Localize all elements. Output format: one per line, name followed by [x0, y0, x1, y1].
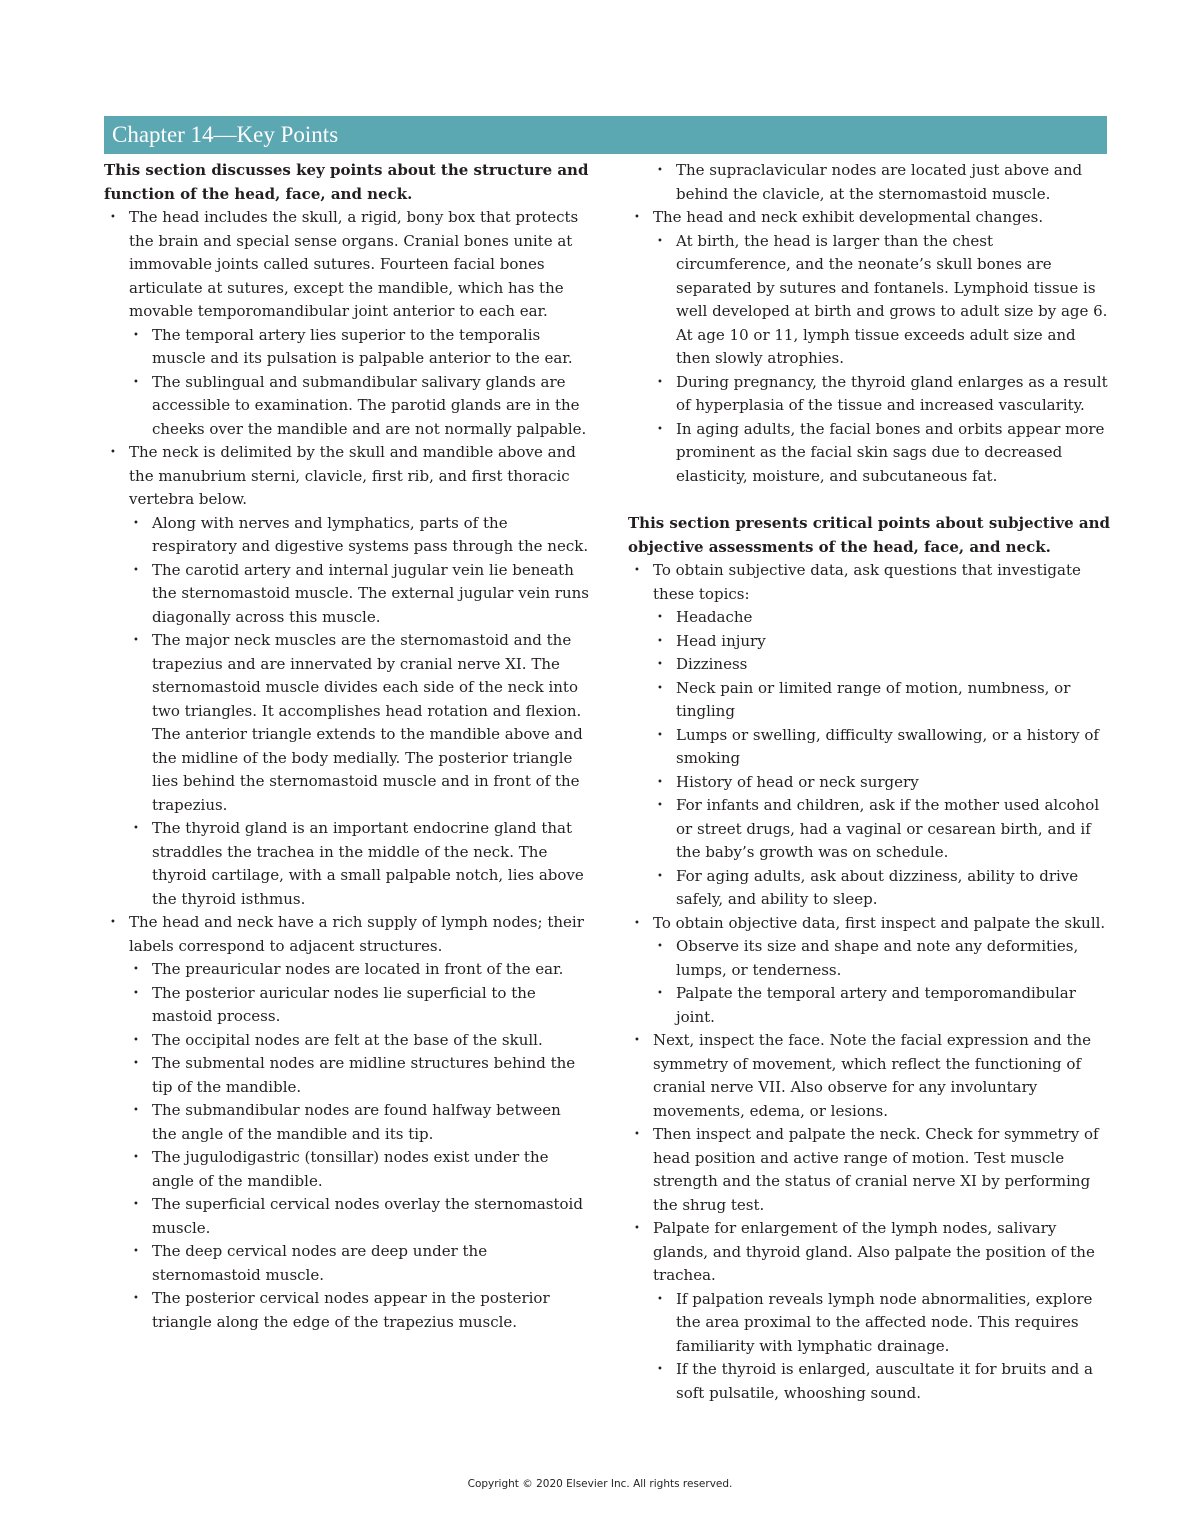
- bullet-item: • Next, inspect the face. Note the facial expression and the symmetry of movement, which reflect the functioning of cranial nerve VII. Also observe for any involuntary movements, edema, or lesions.: [628, 1029, 1110, 1123]
- left-column: [104, 159, 590, 1334]
- sub-bullet-item: • If the thyroid is enlarged, auscultate it for bruits and a soft pulsatile, whooshing sound.: [628, 1358, 1110, 1405]
- sub-bullet-item: • The submental nodes are midline structures behind the tip of the mandible.: [104, 1052, 590, 1099]
- sub-bullet-item: • Dizziness: [628, 653, 1110, 677]
- sub-bullet-item: • Head injury: [628, 630, 1110, 654]
- sub-bullet-item: • Lumps or swelling, difficulty swallowing, or a history of smoking: [628, 724, 1110, 771]
- sub-bullet-item: • History of head or neck surgery: [628, 771, 1110, 795]
- chapter-banner: [104, 116, 1107, 154]
- bullet-item: • The head and neck exhibit developmental changes.: [628, 206, 1110, 230]
- chapter-title: Chapter 14—Key Points: [112, 122, 339, 147]
- bullet-item: • Then inspect and palpate the neck. Check for symmetry of head position and active range of motion. Test muscle strength and the status of cranial nerve XI by performing the shrug test.: [628, 1123, 1110, 1217]
- sub-bullet-item: • Headache: [628, 606, 1110, 630]
- sub-bullet-item: • The deep cervical nodes are deep under the sternomastoid muscle.: [104, 1240, 590, 1287]
- sub-bullet-item: • During pregnancy, the thyroid gland enlarges as a result of hyperplasia of the tissue and increased vascularity.: [628, 371, 1110, 418]
- right-top-bullet-list: [628, 159, 1110, 488]
- bullet-item: • Palpate for enlargement of the lymph nodes, salivary glands, and thyroid gland. Also palpate the position of the trachea.: [628, 1217, 1110, 1288]
- sub-bullet-item: • Neck pain or limited range of motion, numbness, or tingling: [628, 677, 1110, 724]
- sub-bullet-item: • The supraclavicular nodes are located just above and behind the clavicle, at the sternomastoid muscle.: [628, 159, 1110, 206]
- sub-bullet-item: • For aging adults, ask about dizziness, ability to drive safely, and ability to sleep.: [628, 865, 1110, 912]
- copyright-footer: Copyright © 2020 Elsevier Inc. All rights reserved.: [467, 1478, 733, 1490]
- sub-bullet-item: • The sublingual and submandibular salivary glands are accessible to examination. The parotid glands are in the cheeks over the mandible and are not normally palpable.: [104, 371, 590, 442]
- sub-bullet-item: • In aging adults, the facial bones and orbits appear more prominent as the facial skin sags due to decreased elasticity, moisture, and subcutaneous fat.: [628, 418, 1110, 489]
- bullet-item: • The head includes the skull, a rigid, bony box that protects the brain and special sense organs. Cranial bones unite at immovable joints called sutures. Fourteen facial bones articulate at sutures, except the mandible, which has the movable temporomandibular joint anterior to each ear.: [104, 206, 590, 324]
- section-spacer: [628, 488, 1110, 512]
- sub-bullet-item: • The posterior cervical nodes appear in the posterior triangle along the edge of the trapezius muscle.: [104, 1287, 590, 1334]
- assessment-intro: This section presents critical points about subjective and objective assessments of the head, face, and neck.: [628, 514, 1110, 556]
- sub-bullet-item: • If palpation reveals lymph node abnormalities, explore the area proximal to the affected node. This requires familiarity with lymphatic drainage.: [628, 1288, 1110, 1359]
- sub-bullet-item: • The thyroid gland is an important endocrine gland that straddles the trachea in the middle of the neck. The thyroid cartilage, with a small palpable notch, lies above the thyroid isthmus.: [104, 817, 590, 911]
- sub-bullet-item: • The superficial cervical nodes overlay the sternomastoid muscle.: [104, 1193, 590, 1240]
- sub-bullet-item: • Observe its size and shape and note any deformities, lumps, or tenderness.: [628, 935, 1110, 982]
- sub-bullet-item: • For infants and children, ask if the mother used alcohol or street drugs, had a vaginal or cesarean birth, and if the baby’s growth was on schedule.: [628, 794, 1110, 865]
- sub-bullet-item: • The major neck muscles are the sternomastoid and the trapezius and are innervated by cranial nerve XI. The sternomastoid muscle divides each side of the neck into two triangles. It accomplishes head rotation and flexion. The anterior triangle extends to the mandible above and the midline of the body medially. The posterior triangle lies behind the sternomastoid muscle and in front of the trapezius.: [104, 629, 590, 817]
- sub-bullet-item: • The submandibular nodes are found halfway between the angle of the mandible and its tip.: [104, 1099, 590, 1146]
- sub-bullet-item: • Along with nerves and lymphatics, parts of the respiratory and digestive systems pass through the neck.: [104, 512, 590, 559]
- right-column: [628, 159, 1110, 1405]
- sub-bullet-item: • The jugulodigastric (tonsillar) nodes exist under the angle of the mandible.: [104, 1146, 590, 1193]
- sub-bullet-item: • The preauricular nodes are located in front of the ear.: [104, 958, 590, 982]
- section-intro: This section discusses key points about the structure and function of the head, face, and neck.: [104, 161, 589, 203]
- sub-bullet-item: • The temporal artery lies superior to the temporalis muscle and its pulsation is palpable anterior to the ear.: [104, 324, 590, 371]
- bullet-item: • The head and neck have a rich supply of lymph nodes; their labels correspond to adjacent structures.: [104, 911, 590, 958]
- right-bottom-bullet-list: [628, 559, 1110, 1405]
- left-bullet-list: [104, 206, 590, 1334]
- sub-bullet-item: • The carotid artery and internal jugular vein lie beneath the sternomastoid muscle. The external jugular vein runs diagonally across this muscle.: [104, 559, 590, 630]
- bullet-item: • To obtain subjective data, ask questions that investigate these topics:: [628, 559, 1110, 606]
- bullet-item: • To obtain objective data, first inspect and palpate the skull.: [628, 912, 1110, 936]
- sub-bullet-item: • The posterior auricular nodes lie superficial to the mastoid process.: [104, 982, 590, 1029]
- sub-bullet-item: • At birth, the head is larger than the chest circumference, and the neonate’s skull bones are separated by sutures and fontanels. Lymphoid tissue is well developed at birth and grows to adult size by age 6. At age 10 or 11, lymph tissue exceeds adult size and then slowly atrophies.: [628, 230, 1110, 371]
- sub-bullet-item: • Palpate the temporal artery and temporomandibular joint.: [628, 982, 1110, 1029]
- sub-bullet-item: • The occipital nodes are felt at the base of the skull.: [104, 1029, 590, 1053]
- bullet-item: • The neck is delimited by the skull and mandible above and the manubrium sterni, clavicle, first rib, and first thoracic vertebra below.: [104, 441, 590, 512]
